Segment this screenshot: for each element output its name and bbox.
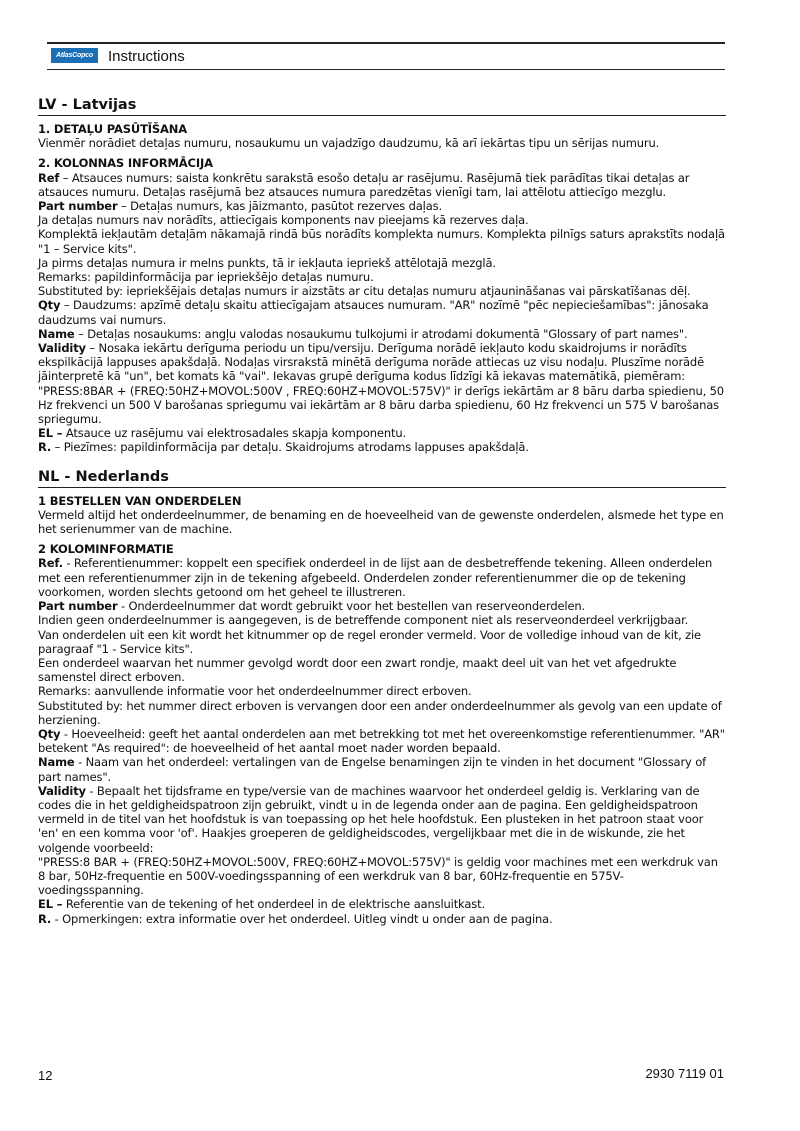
- paragraph-text: Substituted by: iepriekšējais detaļas numurs ir aizstāts ar citu detaļas numuru atjaunināšanas vai pārskatīšanas dēļ.: [38, 284, 691, 299]
- paragraph: [38, 897, 726, 911]
- paragraph-text: Vienmēr norādiet detaļas numuru, nosaukumu un vajadzīgo daudzumu, kā arī iekārtas tipu un sērijas numuru.: [38, 136, 660, 151]
- paragraph-text: Remarks: aanvullende informatie voor het onderdeelnummer direct erboven.: [38, 684, 472, 699]
- paragraph: [38, 171, 726, 199]
- document-body: [38, 96, 726, 939]
- paragraph-text: Van onderdelen uit een kit wordt het kitnummer op de regel eronder vermeld. Voor de volledige inhoud van de kit, zie paragraaf "1 - Service kits".: [38, 627, 701, 656]
- paragraph: [38, 256, 726, 270]
- language-section: [38, 96, 726, 455]
- paragraph: [38, 284, 726, 298]
- term-label: Part number: [38, 199, 118, 214]
- paragraph: [38, 199, 726, 213]
- paragraph-text: - Referentienummer: koppelt een specifiek onderdeel in de lijst aan de desbetreffende tekening. Alleen onderdelen met een referentienummer zijn in de tekening afgebeeld. Onderdelen zonder referentienummer die op de tekening voorkomen, worden slechts getoond om het geheel te illustreren.: [38, 556, 713, 599]
- atlas-copco-logo: AtlasCopco: [51, 48, 98, 63]
- paragraph-text: - Bepaalt het tijdsframe en type/versie van de machines waarvoor het onderdeel geldig is. Verklaring van de codes die in het geldigheidspatroon zijn gebruikt, vindt u in de legenda onder aan de pagina. Een geldigheidspatroon vermeld in de titel van het hoofdstuk is van toepassing op het hele hoofdstuk. Een plusteken in het patroon staat voor 'en' en een komma voor 'of'. Haakjes groeperen de geldigheidscodes, vergelijkbaar met die in de wiskunde, zie het volgende voorbeeld:: [38, 783, 704, 855]
- paragraph-text: "PRESS:8 BAR + (FREQ:50HZ+MOVOL:500V, FREQ:60HZ+MOVOL:575V)" is geldig voor machines met een werkdruk van 8 bar, 50Hz-frequentie en 500V-voedingsspanning of een werkdruk van 8 bar, 60Hz-frequentie en 575V-voedingsspanning.: [38, 854, 718, 898]
- term-label: Ref.: [38, 556, 63, 571]
- paragraph: [38, 684, 726, 698]
- paragraph: [38, 912, 726, 926]
- term-label: EL –: [38, 897, 63, 912]
- paragraph-text: – Piezīmes: papildinformācija par detaļu. Skaidrojums atrodams lappuses apakšdaļā.: [51, 440, 529, 455]
- paragraph: [38, 426, 726, 440]
- term-label: EL –: [38, 426, 63, 441]
- subsection-heading: 2. KOLONNAS INFORMĀCIJA: [38, 156, 213, 171]
- paragraph: [38, 599, 726, 613]
- paragraph-text: Remarks: papildinformācija par iepriekšējo detaļas numuru.: [38, 270, 374, 285]
- paragraph: [38, 727, 726, 755]
- section-title: NL - Nederlands: [38, 468, 726, 488]
- language-section: [38, 468, 726, 926]
- header-title: Instructions: [108, 48, 185, 65]
- document-number: 2930 7119 01: [645, 1066, 724, 1081]
- paragraph-text: - Naam van het onderdeel: vertalingen van de Engelse benamingen zijn te vinden in het document "Glossary of part names".: [38, 755, 706, 784]
- paragraph: [38, 227, 726, 255]
- subsection-heading: 1. DETAĻU PASŪTĪŠANA: [38, 122, 188, 136]
- paragraph-text: - Onderdeelnummer dat wordt gebruikt voor het bestellen van reserveonderdelen.: [117, 599, 586, 614]
- paragraph: [38, 755, 726, 783]
- paragraph-text: Komplektā iekļautām detaļām nākamajā rindā būs norādīts komplekta numurs. Komplekta pilnīgs saturs aprakstīts nodaļā "1 – Service kits".: [38, 227, 725, 256]
- paragraph: [38, 556, 726, 599]
- paragraph-text: Atsauce uz rasējumu vai elektrosadales skapja komponentu.: [62, 426, 406, 441]
- paragraph-text: Indien geen onderdeelnummer is aangegeven, is de betreffende component niet als reserveonderdeel verkrijgbaar.: [38, 613, 689, 628]
- paragraph-text: Referentie van de tekening of het onderdeel in de elektrische aansluitkast.: [62, 897, 485, 912]
- paragraph-text: – Nosaka iekārtu derīguma periodu un tipu/versiju. Derīguma norādē iekļauto kodu skaidrojums ir norādīts ekspilkācijā lappuses apakšdaļā. Nodaļas virsrakstā minētā derīguma norāde attiecas uz visu nodaļu. Pluszīme norādē jāinterpretē kā "un", bet komats kā "vai". Iekavas grupē derīguma kodus līdzīgi kā iekavas matemātikā, piemēram: "PRESS:8BAR + (FREQ:50HZ+MOVOL:500V , FREQ:60HZ+MOVOL:575V)" ir derīgs iekārtām ar 8 bāru darba spiedienu, 50 Hz frekvenci un 500 V barošanas spriegumu vai iekārtām ar 8 bāru darba spiedienu, 60 Hz frekvenci un 575 V barošanas spriegumu.: [38, 341, 724, 427]
- paragraph: [38, 613, 726, 627]
- subsection-heading: 2 KOLOMINFORMATIE: [38, 542, 174, 557]
- paragraph-text: – Atsauces numurs: saista konkrētu sarakstā esošo detaļu ar rasējumu. Rasējumā tiek parādītas tikai detaļas ar atsauces numuru. Detaļas rasējumā bez atsauces numura paredzētas vienīgi tam, lai attēlotu attiecīgo mezglu.: [38, 170, 690, 199]
- paragraph-text: - Hoeveelheid: geeft het aantal onderdelen aan met betrekking tot met het overeenkomstige referentienummer. "AR" betekent "As required": de hoeveelheid of het aantal moet nader worden bepaald.: [38, 726, 725, 756]
- paragraph: [38, 628, 726, 656]
- paragraph: [38, 508, 726, 536]
- term-label: Name: [38, 755, 75, 770]
- paragraph-text: Een onderdeel waarvan het nummer gevolgd wordt door een zwart rondje, maakt deel uit van het vet afgedrukte samenstel direct erboven.: [38, 655, 677, 685]
- term-label: Name: [38, 326, 75, 341]
- term-label: Qty: [38, 298, 61, 313]
- paragraph: [38, 341, 726, 426]
- paragraph-text: – Detaļas nosaukums: angļu valodas nosaukumu tulkojumi ir atrodami dokumentā "Glossary of part names".: [74, 326, 688, 341]
- term-label: Validity: [38, 341, 86, 356]
- term-label: Ref: [38, 170, 60, 185]
- paragraph: [38, 699, 726, 727]
- term-label: Part number: [38, 599, 118, 614]
- paragraph-text: Substituted by: het nummer direct erboven is vervangen door een ander onderdeelnummer als gevolg van een update of herziening.: [38, 698, 722, 727]
- paragraph-text: – Daudzums: apzīmē detaļu skaitu attiecīgajam atsauces numuram. "AR" nozīmē "pēc nepieciešamības": jānosaka daudzums vai numurs.: [38, 298, 709, 327]
- term-label: Qty: [38, 726, 61, 741]
- page-number: 12: [38, 1068, 53, 1083]
- paragraph: [38, 136, 726, 150]
- header-divider: [47, 69, 725, 70]
- section-title: LV - Latvijas: [38, 96, 726, 116]
- term-label: Validity: [38, 783, 86, 798]
- paragraph-text: - Opmerkingen: extra informatie over het onderdeel. Uitleg vindt u onder aan de pagina.: [51, 911, 553, 926]
- term-label: R.: [38, 440, 52, 455]
- paragraph: [38, 270, 726, 284]
- subsection-heading: 1 BESTELLEN VAN ONDERDELEN: [38, 493, 242, 508]
- page-header: [47, 42, 725, 72]
- paragraph: [38, 855, 726, 898]
- paragraph-text: – Detaļas numurs, kas jāizmanto, pasūtot rezerves daļas.: [117, 199, 442, 214]
- paragraph-text: Vermeld altijd het onderdeelnummer, de benaming en de hoeveelheid van de gewenste onderdelen, alsmede het type en het serienummer van de machine.: [38, 507, 724, 537]
- paragraph: [38, 784, 726, 855]
- paragraph: [38, 656, 726, 684]
- term-label: R.: [38, 911, 52, 926]
- paragraph: [38, 298, 726, 326]
- paragraph: [38, 327, 726, 341]
- paragraph: [38, 440, 726, 454]
- paragraph-text: Ja pirms detaļas numura ir melns punkts, tā ir iekļauta iepriekš attēlotajā mezglā.: [38, 255, 496, 270]
- paragraph: [38, 213, 726, 227]
- paragraph-text: Ja detaļas numurs nav norādīts, attiecīgais komponents nav pieejams kā rezerves daļa.: [38, 213, 529, 228]
